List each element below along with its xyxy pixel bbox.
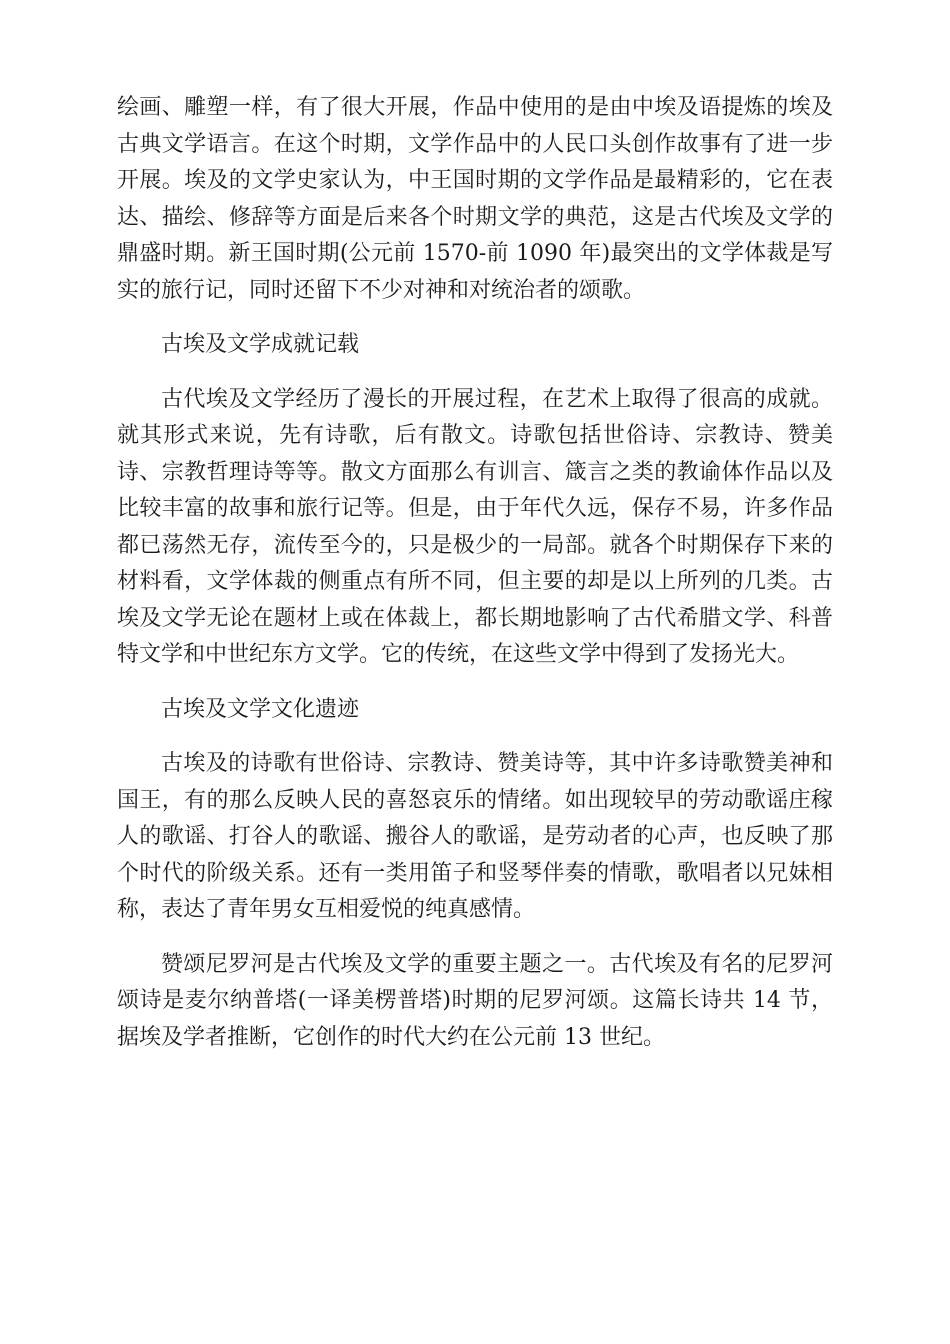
document-page <box>117 90 833 1074</box>
section-heading-achievements: 古埃及文学成就记载 <box>161 332 360 357</box>
section-heading-cultural-heritage: 古埃及文学文化遗迹 <box>161 696 360 722</box>
paragraph-nile-hymn: 赞颂尼罗河是古代埃及文学的重要主题之一。古代埃及有名的尼罗河颂诗是麦尔纳普塔(一译美楞普塔)时期的尼罗河颂。这篇长诗共 14 节，据埃及学者推断，它创作的时代大约在公元前 13 世纪。 <box>117 951 833 1050</box>
paragraph-poetry-types: 古埃及的诗歌有世俗诗、宗教诗、赞美诗等，其中许多诗歌赞美神和国王，有的那么反映人民的喜怒哀乐的情绪。如出现较早的劳动歌谣庄稼人的歌谣、打谷人的歌谣、搬谷人的歌谣，是劳动者的心声，也反映了那个时代的阶级关系。还有一类用笛子和竖琴伴奏的情歌，歌唱者以兄妹相称，表达了青年男女互相爱悦的纯真感情。 <box>117 751 833 922</box>
paragraph-literary-achievements: 古代埃及文学经历了漫长的开展过程，在艺术上取得了很高的成就。就其形式来说，先有诗歌，后有散文。诗歌包括世俗诗、宗教诗、赞美诗、宗教哲理诗等等。散文方面那么有训言、箴言之类的教谕体作品以及比较丰富的故事和旅行记等。但是，由于年代久远，保存不易，许多作品都已荡然无存，流传至今的，只是极少的一局部。就各个时期保存下来的材料看，文学体裁的侧重点有所不同，但主要的却是以上所列的几类。古埃及文学无论在题材上或在体裁上，都长期地影响了古代希腊文学、科普特文学和中世纪东方文学。它的传统，在这些文学中得到了发扬光大。 <box>117 386 833 667</box>
paragraph-egyptian-classical-literature: 绘画、雕塑一样，有了很大开展，作品中使用的是由中埃及语提炼的埃及古典文学语言。在这个时期，文学作品中的人民口头创作故事有了进一步开展。埃及的文学史家认为，中王国时期的文学作品是最精彩的，它在表达、描绘、修辞等方面是后来各个时期文学的典范，这是古代埃及文学的鼎盛时期。新王国时期(公元前 1570-前 1090 年)最突出的文学体裁是写实的旅行记，同时还留下不少对神和对统治者的颂歌。 <box>117 95 833 303</box>
